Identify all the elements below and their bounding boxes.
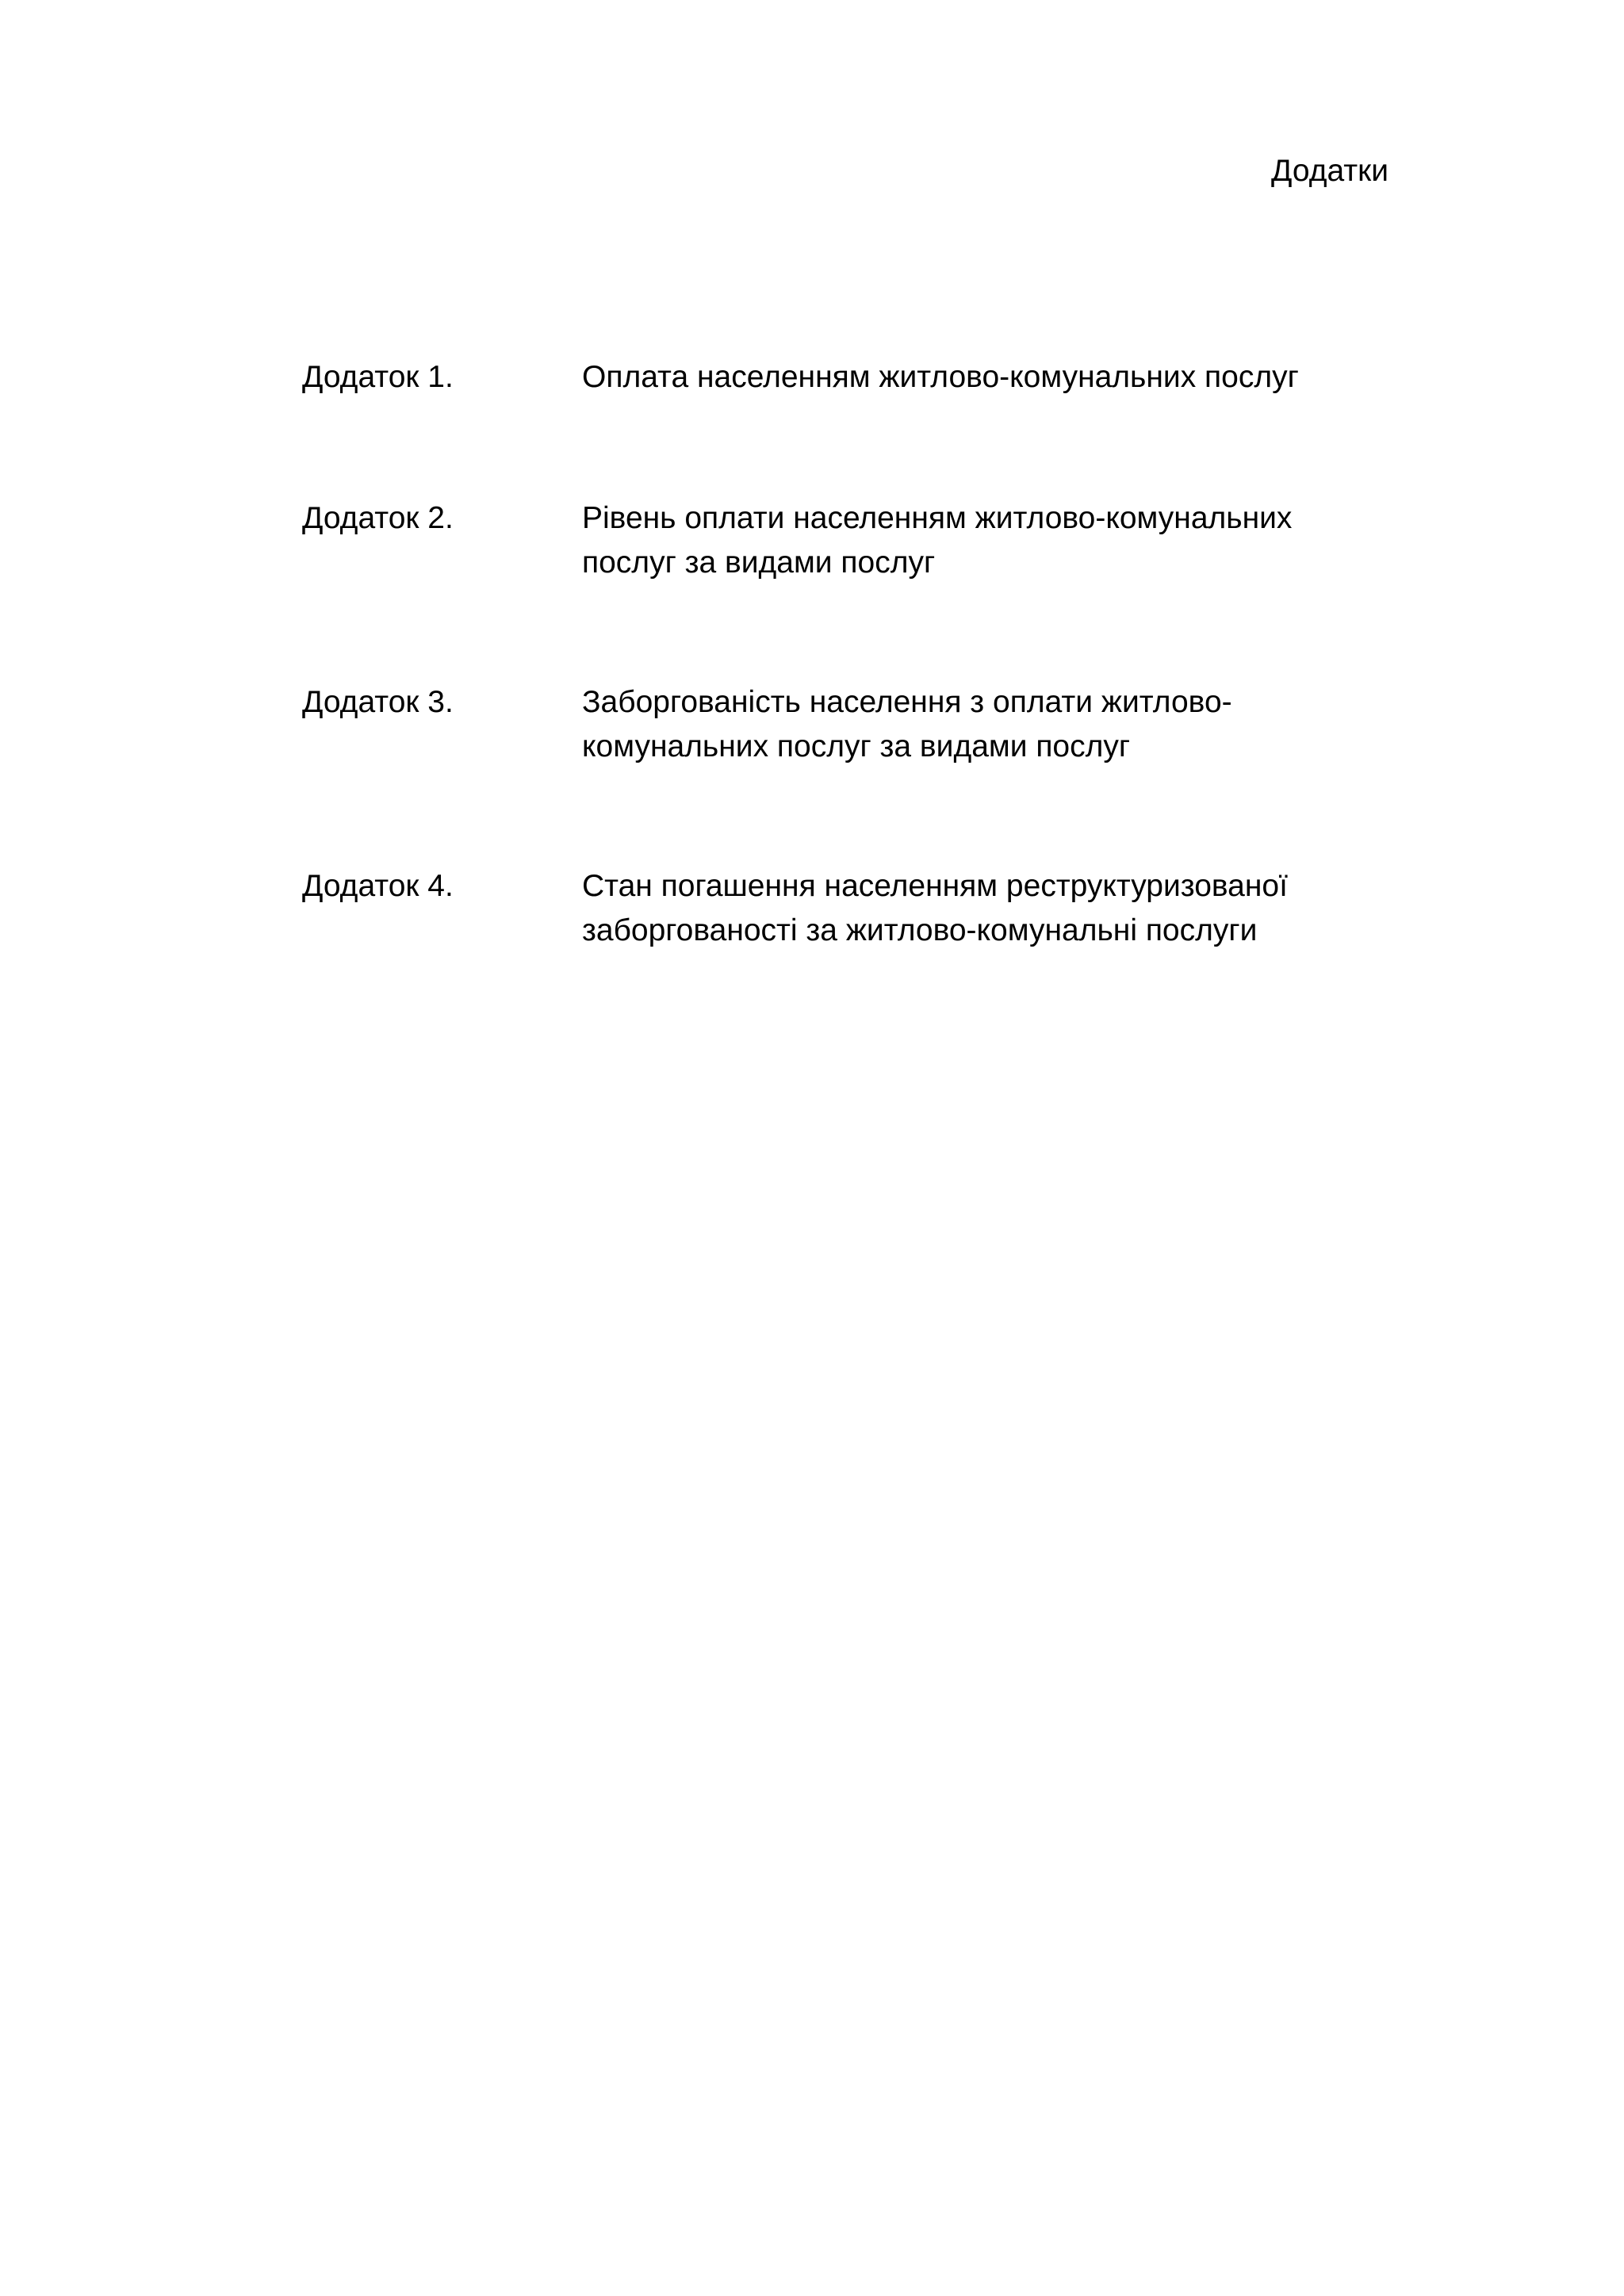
appendix-title-line: Рівень оплати населенням житлово-комунальних [582, 501, 1293, 535]
appendix-title-line: Стан погашення населенням реструктуризованої [582, 869, 1288, 903]
appendix-title-line: заборгованості за житлово-комунальні послуги [582, 913, 1258, 947]
appendix-label: Додаток 4. [302, 869, 454, 903]
appendix-title-line: Заборгованість населення з оплати житлово- [582, 685, 1232, 719]
appendix-title-line: послуг за видами послуг [582, 545, 936, 580]
appendix-title [582, 355, 1375, 400]
appendix-label: Додаток 2. [302, 501, 454, 535]
appendix-title [582, 496, 1375, 585]
appendix-title-line: Оплата населенням житлово-комунальних послуг [582, 360, 1299, 394]
appendix-label: Додаток 1. [302, 360, 454, 394]
appendix-label: Додаток 3. [302, 685, 454, 719]
appendix-title [582, 864, 1375, 953]
appendix-title [582, 680, 1375, 769]
appendix-title-line: комунальних послуг за видами послуг [582, 729, 1131, 763]
page-heading: Додатки [1271, 154, 1388, 188]
